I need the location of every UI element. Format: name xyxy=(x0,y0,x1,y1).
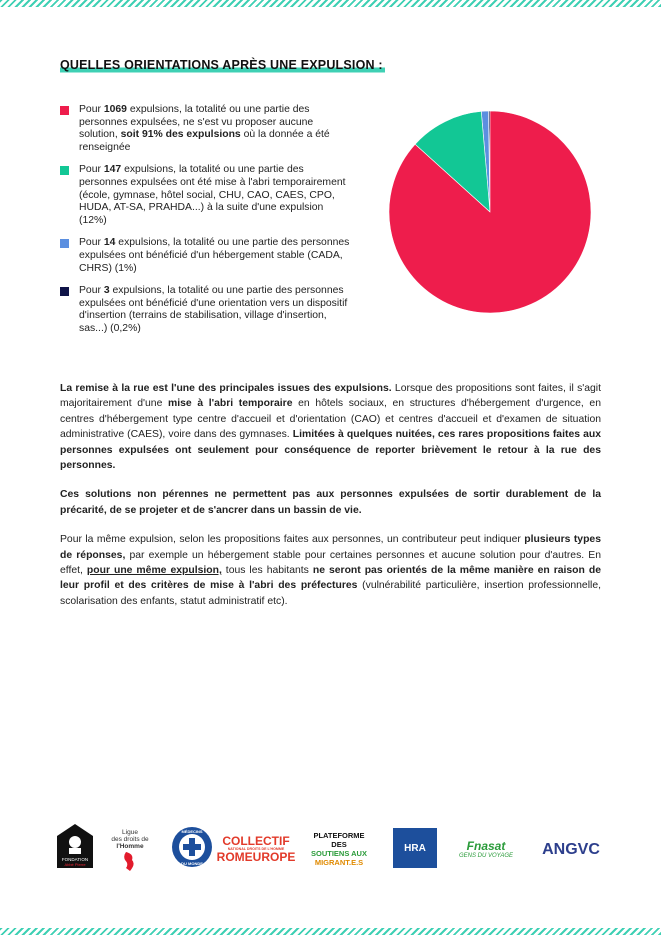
top-stripe xyxy=(0,0,661,7)
paragraph-1: La remise à la rue est l'une des principales issues des expulsions. Lorsque des propositions sont faites, il s'agit majoritairement d'une mise à l'abri temporaire en hôtels sociaux, en structures d'hébergement d'urgence, en centres d'hébergement type centre d'accueil et d'orientation (CAO) et centres d'accueil et d'examen de situation administrative (CAES), voire dans des gymnases. Limitées à quelques nuitées, ces rares propositions faites aux personnes expulsées ont seulement pour conséquence de reporter brièvement le retour à la rue des personnes. xyxy=(60,383,601,472)
logo-angvc: ANGVC xyxy=(542,841,600,858)
section-title: QUELLES ORIENTATIONS APRÈS UNE EXPULSION : xyxy=(60,58,383,72)
medecins-du-monde-icon xyxy=(171,826,213,868)
legend-swatch-navy xyxy=(60,287,69,296)
chart-legend xyxy=(60,104,350,346)
paragraph-2: Ces solutions non pérennes ne permettent pas aux personnes expulsées de sortir durablement de la précarité, de se projeter et de s'ancrer dans un bassin de vie. xyxy=(60,489,601,516)
svg-text:MÉDECINS: MÉDECINS xyxy=(181,829,203,834)
legend-swatch-red xyxy=(60,106,69,115)
logo-medecins-du-monde xyxy=(170,824,214,870)
partner-logos xyxy=(50,820,630,880)
legend-swatch-blue xyxy=(60,239,69,248)
legend-item-stable-housing: Pour 14 expulsions, la totalité ou une partie des personnes expulsées ont bénéficié d'un hébergement stable (CADA, CHRS) (1%) xyxy=(60,237,350,275)
pie-chart xyxy=(387,109,593,315)
svg-text:FONDATION: FONDATION xyxy=(61,857,89,862)
legend-item-temporary-shelter: Pour 147 expulsions, la totalité ou une partie des personnes expulsées ont été mise à l'abri temporairement (école, gymnase, hôtel social, CHU, CAO, CAES, CPO, HUDA, AT-SA, PRAHDA...) à la suite d'une expulsion (12%) xyxy=(60,164,350,227)
logo-ldh: Ligue des droits de l'Homme xyxy=(108,820,152,880)
paragraph-3: Pour la même expulsion, selon les propositions faites aux personnes, un contributeur peut indiquer plusieurs types de réponses, par exemple un hébergement stable pour certaines personnes et aucune solution pour d'autres. En effet, pour une même expulsion, tous les habitants ne seront pas orientés de la même manière en raison de leur profil et des critères de mise à l'abri des préfectures (vulnérabilité particulière, insertion professionnelle, scolarisation des enfants, statut administratif etc). xyxy=(60,534,601,607)
svg-text:Abbé Pierre: Abbé Pierre xyxy=(64,862,86,867)
legend-item-insertion: Pour 3 expulsions, la totalité ou une partie des personnes expulsées ont bénéficié d'une orientation vers un dispositif d'insertion (terrains de stabilisation, village d'insertion, sas...) (0,2%) xyxy=(60,285,350,335)
logo-hra: HRA xyxy=(393,828,437,868)
legend-swatch-green xyxy=(60,166,69,175)
fondation-abbe-pierre-icon xyxy=(55,822,95,870)
body-text xyxy=(60,381,601,623)
logo-fnasat: Fnasat GENS DU VOYAGE xyxy=(458,839,513,859)
logo-plateforme-soutiens-migrants: PLATEFORME DES SOUTIENS AUX MIGRANT.E.S xyxy=(311,831,367,867)
logo-collectif-romeurope: COLLECTIF NATIONAL DROITS DE L'HOMME ROMEUROPE xyxy=(216,833,296,864)
svg-text:DU MONDE: DU MONDE xyxy=(181,861,203,866)
ldh-figure-icon xyxy=(120,850,140,872)
legend-item-no-solution: Pour 1069 expulsions, la totalité ou une partie des personnes expulsées, ne s'est vu proposer aucune solution, soit 91% des expulsions où la donnée a été renseignée xyxy=(60,104,350,154)
logo-fondation-abbe-pierre xyxy=(50,820,100,872)
bottom-stripe xyxy=(0,928,661,935)
